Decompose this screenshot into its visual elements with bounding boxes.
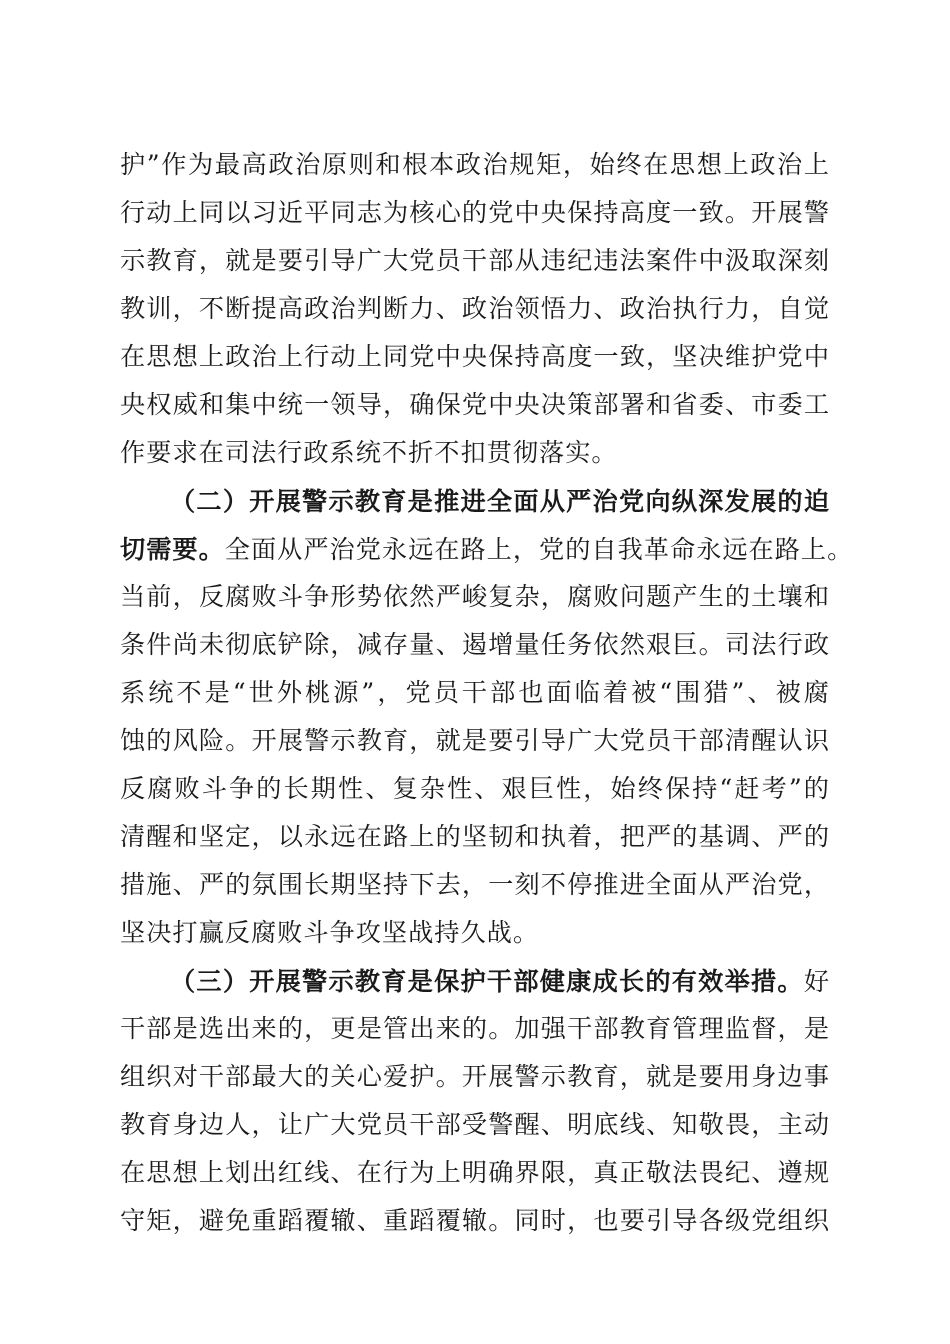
section-heading-2-end: 切需要。 (120, 534, 225, 564)
section-heading-3: （三）开展警示教育是保护干部健康成长的有效举措。 (170, 966, 804, 996)
text-line: 清醒和坚定，以永远在路上的坚韧和执着，把严的基调、严的 (120, 822, 830, 851)
paragraph-strict-governance (120, 477, 854, 957)
section-heading-2: （二）开展警示教育是推进全面从严治党向纵深发展的迫 (170, 486, 830, 516)
document-page (120, 141, 854, 1245)
text-line: 坚决打赢反腐败斗争攻坚战持久战。 (120, 918, 539, 947)
text-line: 作要求在司法行政系统不折不扣贯彻落实。 (120, 438, 618, 467)
text-line: 行动上同以习近平同志为核心的党中央保持高度一致。开展警 (120, 198, 830, 227)
text-line (120, 957, 830, 1005)
text-line: 教育身边人，让广大党员干部受警醒、明底线、知敬畏，主动 (120, 1110, 830, 1139)
text-line: 央权威和集中统一领导，确保党中央决策部署和省委、市委工 (120, 390, 830, 419)
text-line: 条件尚未彻底铲除，减存量、遏增量任务依然艰巨。司法行政 (120, 630, 830, 659)
text-line: 教训，不断提高政治判断力、政治领悟力、政治执行力，自觉 (120, 294, 830, 323)
text-line: 护”作为最高政治原则和根本政治规矩，始终在思想上政治上 (120, 150, 830, 179)
text-line (120, 525, 854, 573)
text-line: 当前，反腐败斗争形势依然严峻复杂，腐败问题产生的土壤和 (120, 582, 830, 611)
text-line: 系统不是“世外桃源”，党员干部也面临着被“围猎”、被腐 (120, 678, 830, 707)
text-line: 反腐败斗争的长期性、复杂性、艰巨性，始终保持“赶考”的 (120, 774, 830, 803)
text-line: 组织对干部最大的关心爱护。开展警示教育，就是要用身边事 (120, 1062, 830, 1091)
paragraph-political-loyalty (120, 141, 830, 477)
text-line: 干部是选出来的，更是管出来的。加强干部教育管理监督，是 (120, 1014, 830, 1043)
text-line: 措施、严的氛围长期坚持下去，一刻不停推进全面从严治党， (120, 870, 830, 899)
text-run: 好 (803, 967, 830, 996)
text-line: 守矩，避免重蹈覆辙、重蹈覆辙。同时，也要引导各级党组织 (120, 1206, 830, 1235)
text-line: 在思想上划出红线、在行为上明确界限，真正敬法畏纪、遵规 (120, 1158, 830, 1187)
text-line: 蚀的风险。开展警示教育，就是要引导广大党员干部清醒认识 (120, 726, 830, 755)
text-line: 示教育，就是要引导广大党员干部从违纪违法案件中汲取深刻 (120, 246, 830, 275)
text-run: 全面从严治党永远在路上，党的自我革命永远在路上。 (224, 535, 854, 564)
paragraph-cadre-protection (120, 957, 830, 1245)
text-line: 在思想上政治上行动上同党中央保持高度一致，坚决维护党中 (120, 342, 830, 371)
